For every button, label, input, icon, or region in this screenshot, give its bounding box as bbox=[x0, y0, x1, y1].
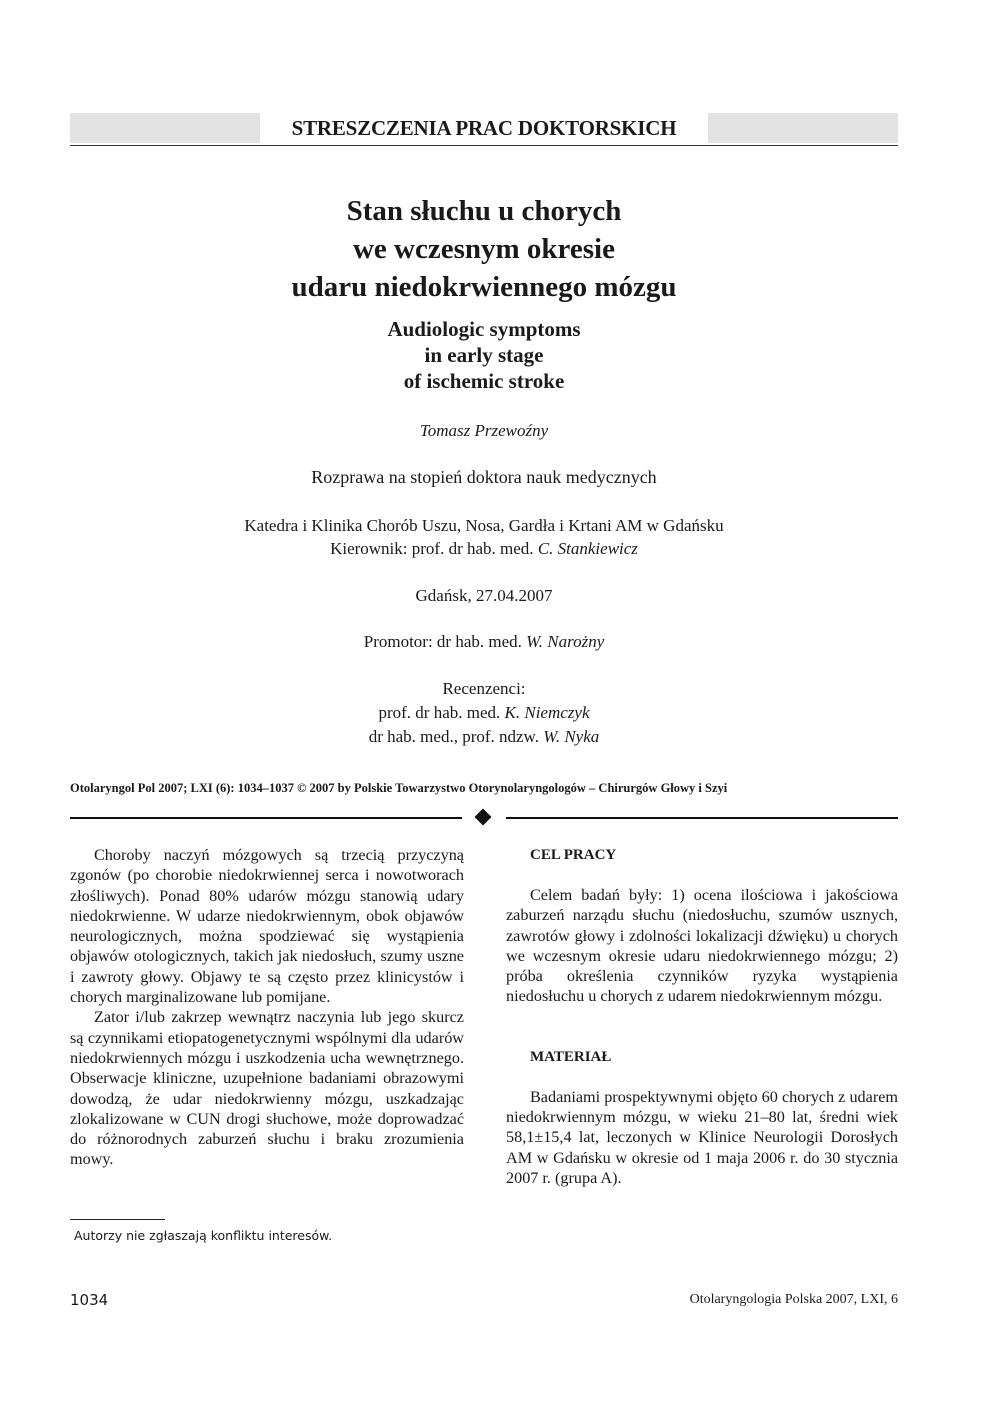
affiliation-head bbox=[70, 537, 898, 560]
section-bar-left bbox=[70, 113, 260, 143]
reviewer bbox=[70, 701, 898, 725]
affiliation-department: Katedra i Klinika Chorób Uszu, Nosa, Gardła i Krtani AM w Gdańsku bbox=[244, 516, 724, 535]
author: Tomasz Przewoźny bbox=[419, 421, 549, 440]
section-title: STRESZCZENIA PRAC DOKTORSKICH bbox=[291, 116, 677, 140]
title-polish bbox=[70, 192, 898, 306]
title-polish-line: we wczesnym okresie bbox=[352, 233, 615, 265]
page-number: 1034 bbox=[70, 1291, 109, 1309]
section-divider bbox=[70, 810, 898, 826]
promotor-prefix: Promotor: dr hab. med. bbox=[363, 632, 527, 651]
title-english-line: of ischemic stroke bbox=[403, 369, 565, 393]
reviewer-name: W. Nyka bbox=[543, 727, 600, 746]
footnote: Autorzy nie zgłaszają konfliktu interesów. bbox=[74, 1228, 333, 1243]
title-polish-line: Stan słuchu u chorych bbox=[346, 195, 622, 227]
promotor-name: W. Narożny bbox=[526, 632, 605, 651]
footnote-rule bbox=[70, 1219, 165, 1220]
reviewer-prefix: prof. dr hab. med. bbox=[378, 703, 505, 722]
citation-line: Otolaryngol Pol 2007; LXI (6): 1034–1037 © 2007 by Polskie Towarzystwo Otorynolaryngologów – Chirurgów Głowy i Szyi bbox=[70, 781, 728, 795]
reviewer bbox=[70, 725, 898, 749]
journal-footer: Otolaryngologia Polska 2007, LXI, 6 bbox=[689, 1292, 898, 1307]
heading-aim: CEL PRACY bbox=[530, 847, 617, 863]
thesis-type: Rozprawa na stopień doktora nauk medycznych bbox=[311, 467, 657, 487]
diamond-icon bbox=[475, 809, 492, 826]
body-column-left bbox=[70, 845, 464, 1170]
affiliation bbox=[70, 514, 898, 560]
body-paragraph: Zator i/lub zakrzep wewnątrz naczynia lub jego skurcz są czynnikami etiopatogenetycznymi wspólnymi dla udarów niedokrwiennych mózgu i uszkodzenia ucha wewnętrznego. Obserwacje kliniczne, uzupełnione badaniami obrazowymi dowodzą, że udar niedokrwienny mózgu, uszkadzając zlokalizowane w CUN drogi słuchowe, może doprowadzać do różnorodnych zaburzeń słuchu i braku zrozumienia mowy. bbox=[70, 1008, 464, 1169]
reviewer-name: K. Niemczyk bbox=[504, 703, 590, 722]
title-english bbox=[70, 316, 898, 394]
body-paragraph: Choroby naczyń mózgowych są trzecią przyczyną zgonów (po chorobie niedokrwiennej serca i nowotworach złośliwych). Ponad 80% udarów mózgu stanowią udary niedokrwienne. W udarze niedokrwiennym, obok objawów neurologicznych, można spodziewać się wystąpienia objawów otologicznych, takich jak niedosłuch, szumy uszne i zawroty głowy. Objawy te są często przez klinicystów i chorych marginalizowane lub pomijane. bbox=[70, 846, 464, 1007]
divider-line-left bbox=[70, 817, 462, 819]
defense-date: Gdańsk, 27.04.2007 bbox=[415, 586, 553, 605]
section-bar-right bbox=[708, 113, 898, 143]
reviewers bbox=[70, 677, 898, 749]
title-english-line: in early stage bbox=[424, 343, 544, 367]
aim-paragraph: Celem badań były: 1) ocena ilościowa i jakościowa zaburzeń narządu słuchu (niedosłuchu, szumów usznych, zawrotów głowy i zdolności lokalizacji dźwięku) u chorych we wczesnym okresie udaru niedokrwiennego mózgu; 2) próba określenia czynników ryzyka wystąpienia niedosłuchu u chorych z udarem niedokrwiennym mózgu. bbox=[506, 886, 898, 1006]
material-paragraph: Badaniami prospektywnymi objęto 60 chorych z udarem niedokrwiennym mózgu, w wieku 21–80 lat, średni wiek 58,1±15,4 lat, leczonych w Klinice Neurologii Dorosłych AM w Gdańsku w okresie od 1 maja 2006 r. do 30 stycznia 2007 r. (grupa A). bbox=[506, 1087, 898, 1187]
affiliation-head-prefix: Kierownik: prof. dr hab. med. bbox=[330, 539, 538, 558]
affiliation-head-name: C. Stankiewicz bbox=[537, 539, 638, 558]
section-rule bbox=[70, 145, 898, 146]
title-english-line: Audiologic symptoms bbox=[387, 317, 581, 341]
promotor bbox=[70, 630, 898, 654]
body-column-right bbox=[506, 845, 898, 1188]
reviewers-heading: Recenzenci: bbox=[442, 679, 526, 698]
title-polish-line: udaru niedokrwiennego mózgu bbox=[291, 271, 677, 303]
reviewer-prefix: dr hab. med., prof. ndzw. bbox=[368, 727, 544, 746]
section-header bbox=[70, 113, 898, 145]
heading-material: MATERIAŁ bbox=[530, 1048, 612, 1065]
divider-line-right bbox=[506, 817, 898, 819]
